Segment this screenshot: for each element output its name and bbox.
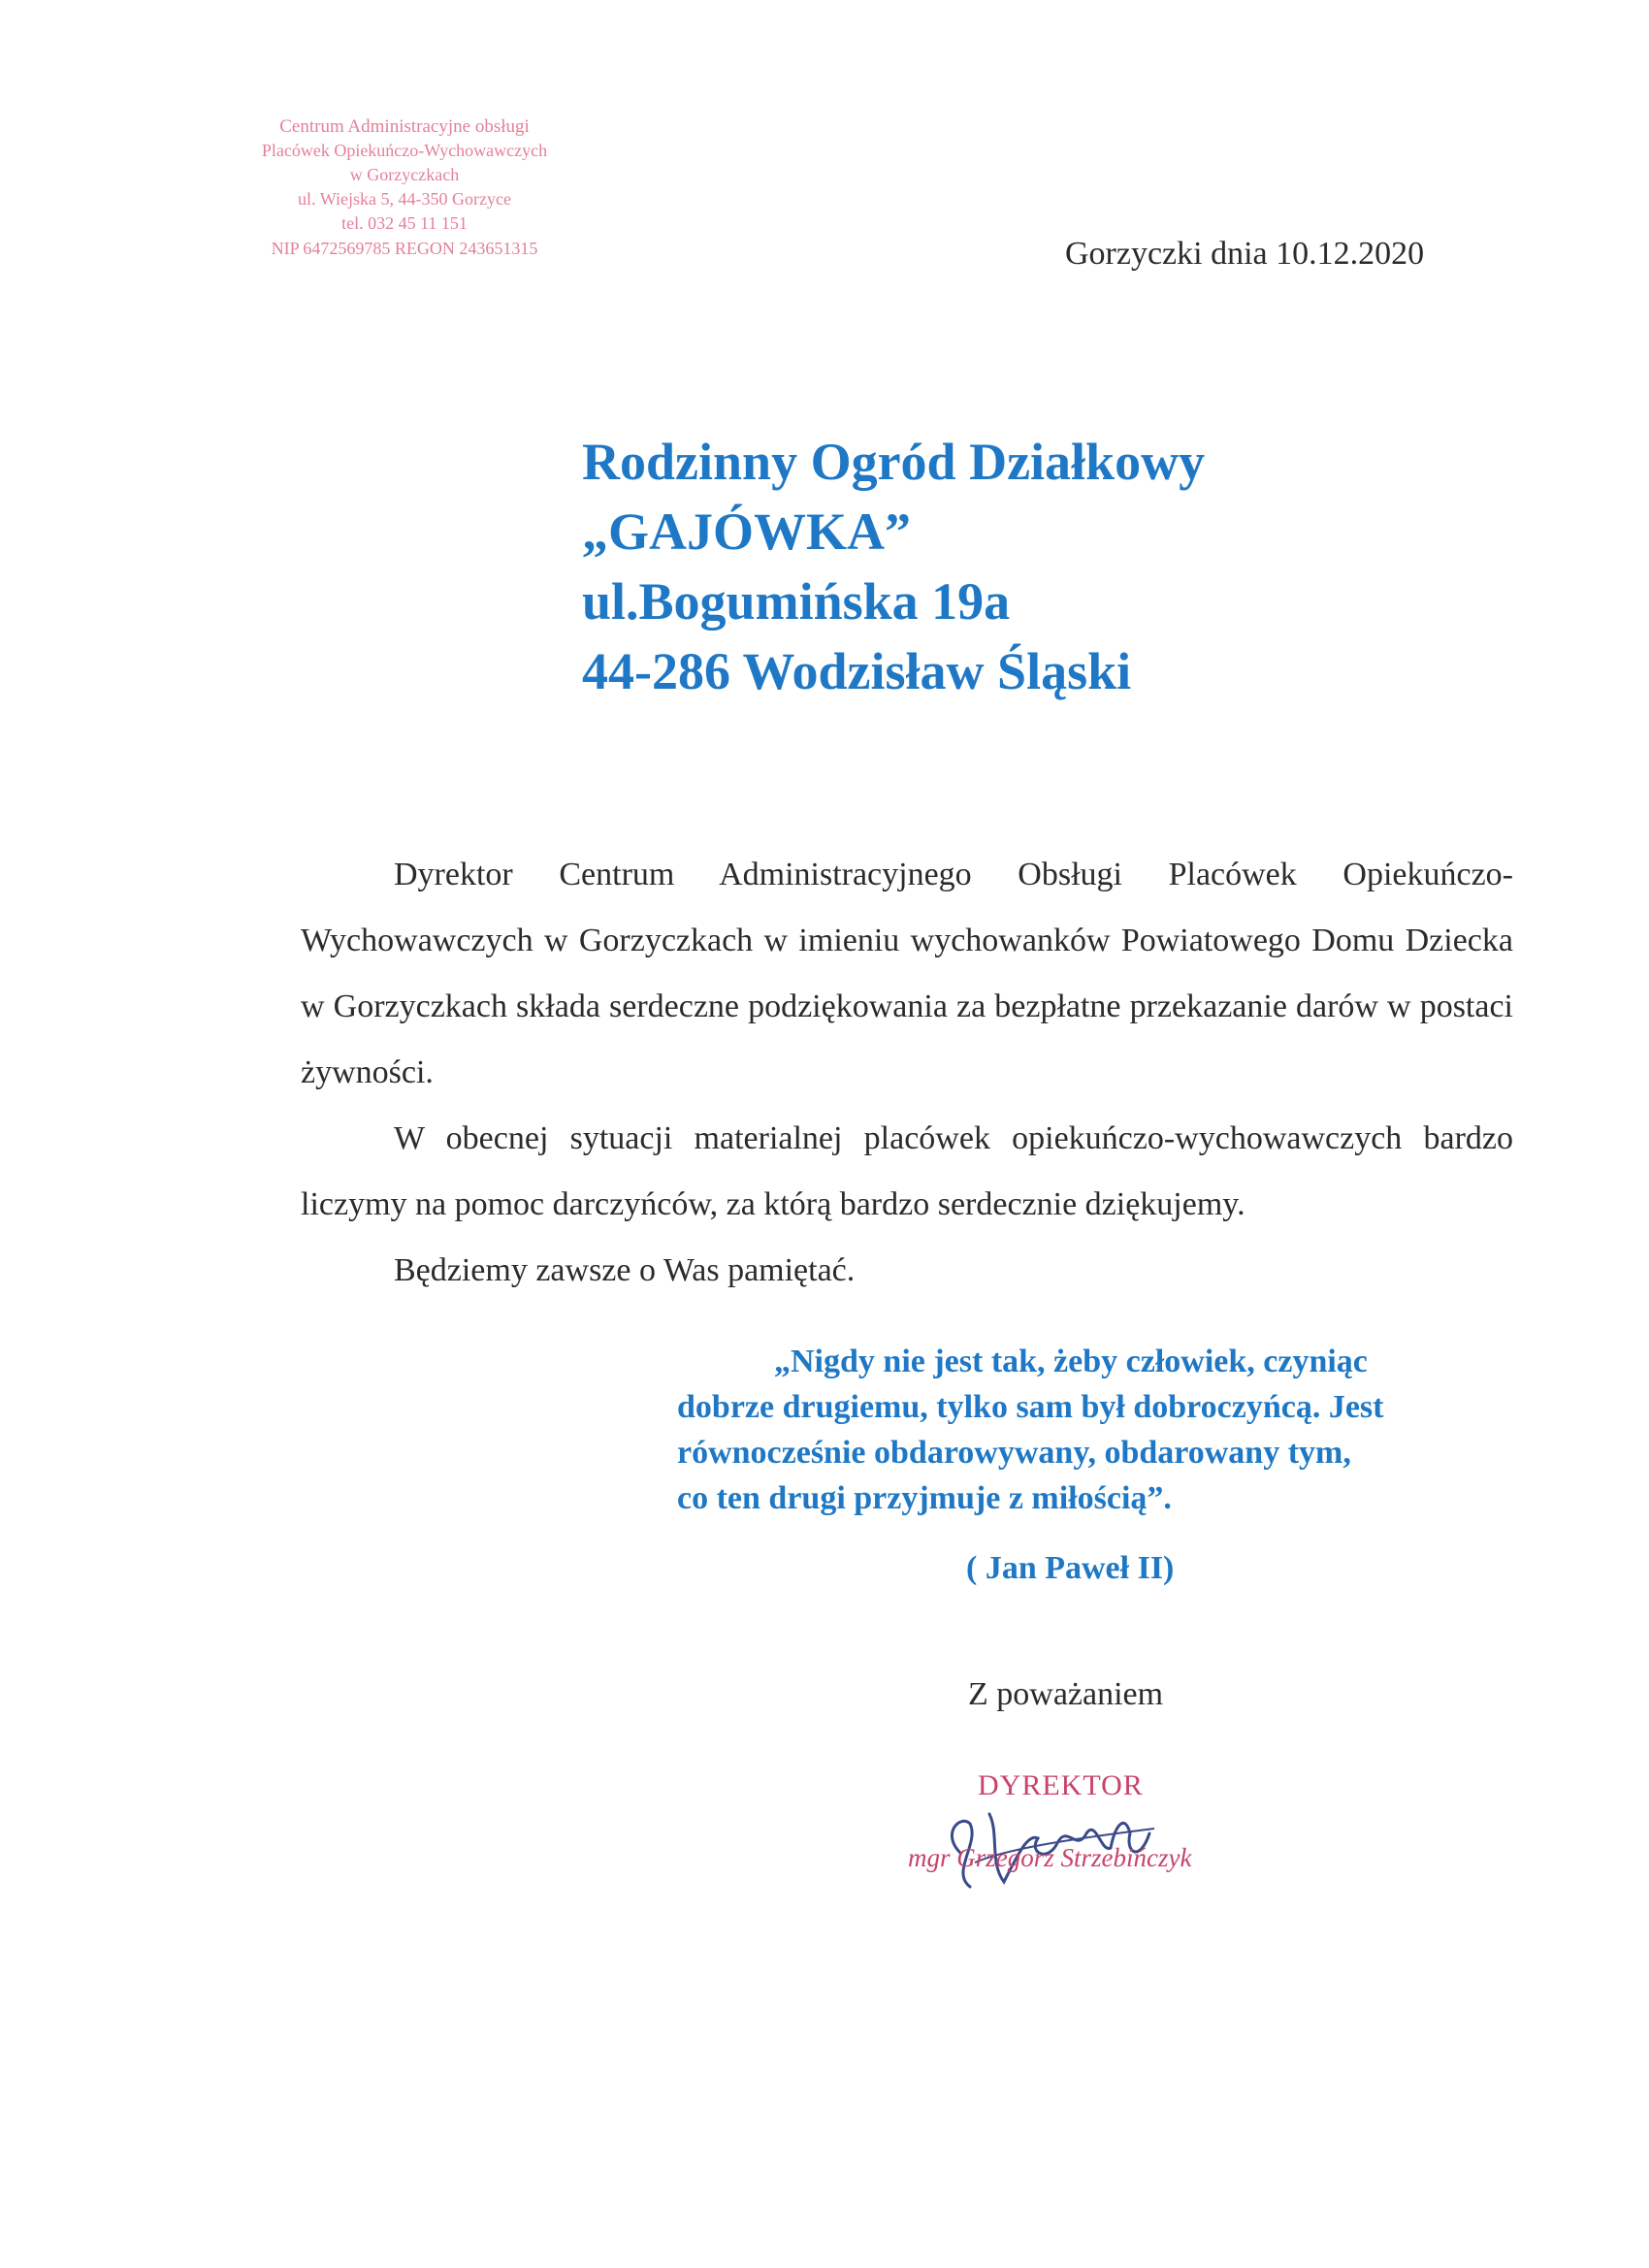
closing-salutation: Z poważaniem: [968, 1676, 1164, 1712]
stamp-line: Placówek Opiekuńczo-Wychowawczych: [261, 141, 548, 160]
quote-block: [677, 1339, 1383, 1521]
recipient-street: ul.Bogumińska 19a: [582, 572, 1011, 631]
stamp-line: NIP 6472569785 REGON 243651315: [271, 239, 538, 258]
recipient-city: 44-286 Wodzisław Śląski: [582, 642, 1132, 700]
recipient-subname: „GAJÓWKA”: [582, 502, 912, 561]
recipient-name: Rodzinny Ogród Działkowy: [582, 433, 1206, 491]
body-paragraph: Dyrektor Centrum Administracyjnego Obsługi Placówek Opiekuńczo-Wychowawczych w Gorzyczkach w imieniu wychowanków Powiatowego Domu Dziecka w Gorzyczkach składa serdeczne podziękowania za bezpłatne przekazanie darów w postaci żywności.: [301, 857, 1513, 1090]
stamp-line: ul. Wiejska 5, 44-350 Gorzyce: [298, 189, 511, 209]
quote-line: „Nigdy nie jest tak, żeby człowiek, czyniąc: [774, 1344, 1368, 1379]
signature-name: mgr Grzegorz Strzebińczyk: [908, 1843, 1192, 1872]
institution-stamp: [225, 114, 584, 261]
quote-line: co ten drugi przyjmuje z miłością”.: [677, 1480, 1172, 1516]
signature-title: DYREKTOR: [978, 1769, 1144, 1801]
stamp-line: tel. 032 45 11 151: [341, 213, 468, 233]
body-paragraph: Będziemy zawsze o Was pamiętać.: [394, 1252, 856, 1288]
quote-line: równocześnie obdarowywany, obdarowany tym,: [677, 1435, 1351, 1471]
quote-author: ( Jan Paweł II): [966, 1550, 1175, 1586]
recipient-address: [582, 427, 1205, 706]
stamp-line: w Gorzyczkach: [349, 165, 460, 184]
quote-line: dobrze drugiemu, tylko sam był dobroczyńcą. Jest: [677, 1389, 1384, 1425]
letter-date: Gorzyczki dnia 10.12.2020: [1065, 236, 1425, 272]
body-paragraph: W obecnej sytuacji materialnej placówek opiekuńczo-wychowawczych bardzo liczymy na pomoc darczyńców, za którą bardzo serdecznie dziękujemy.: [301, 1120, 1513, 1222]
letter-body: [301, 842, 1513, 1304]
stamp-line: Centrum Administracyjne obsługi: [279, 116, 530, 137]
